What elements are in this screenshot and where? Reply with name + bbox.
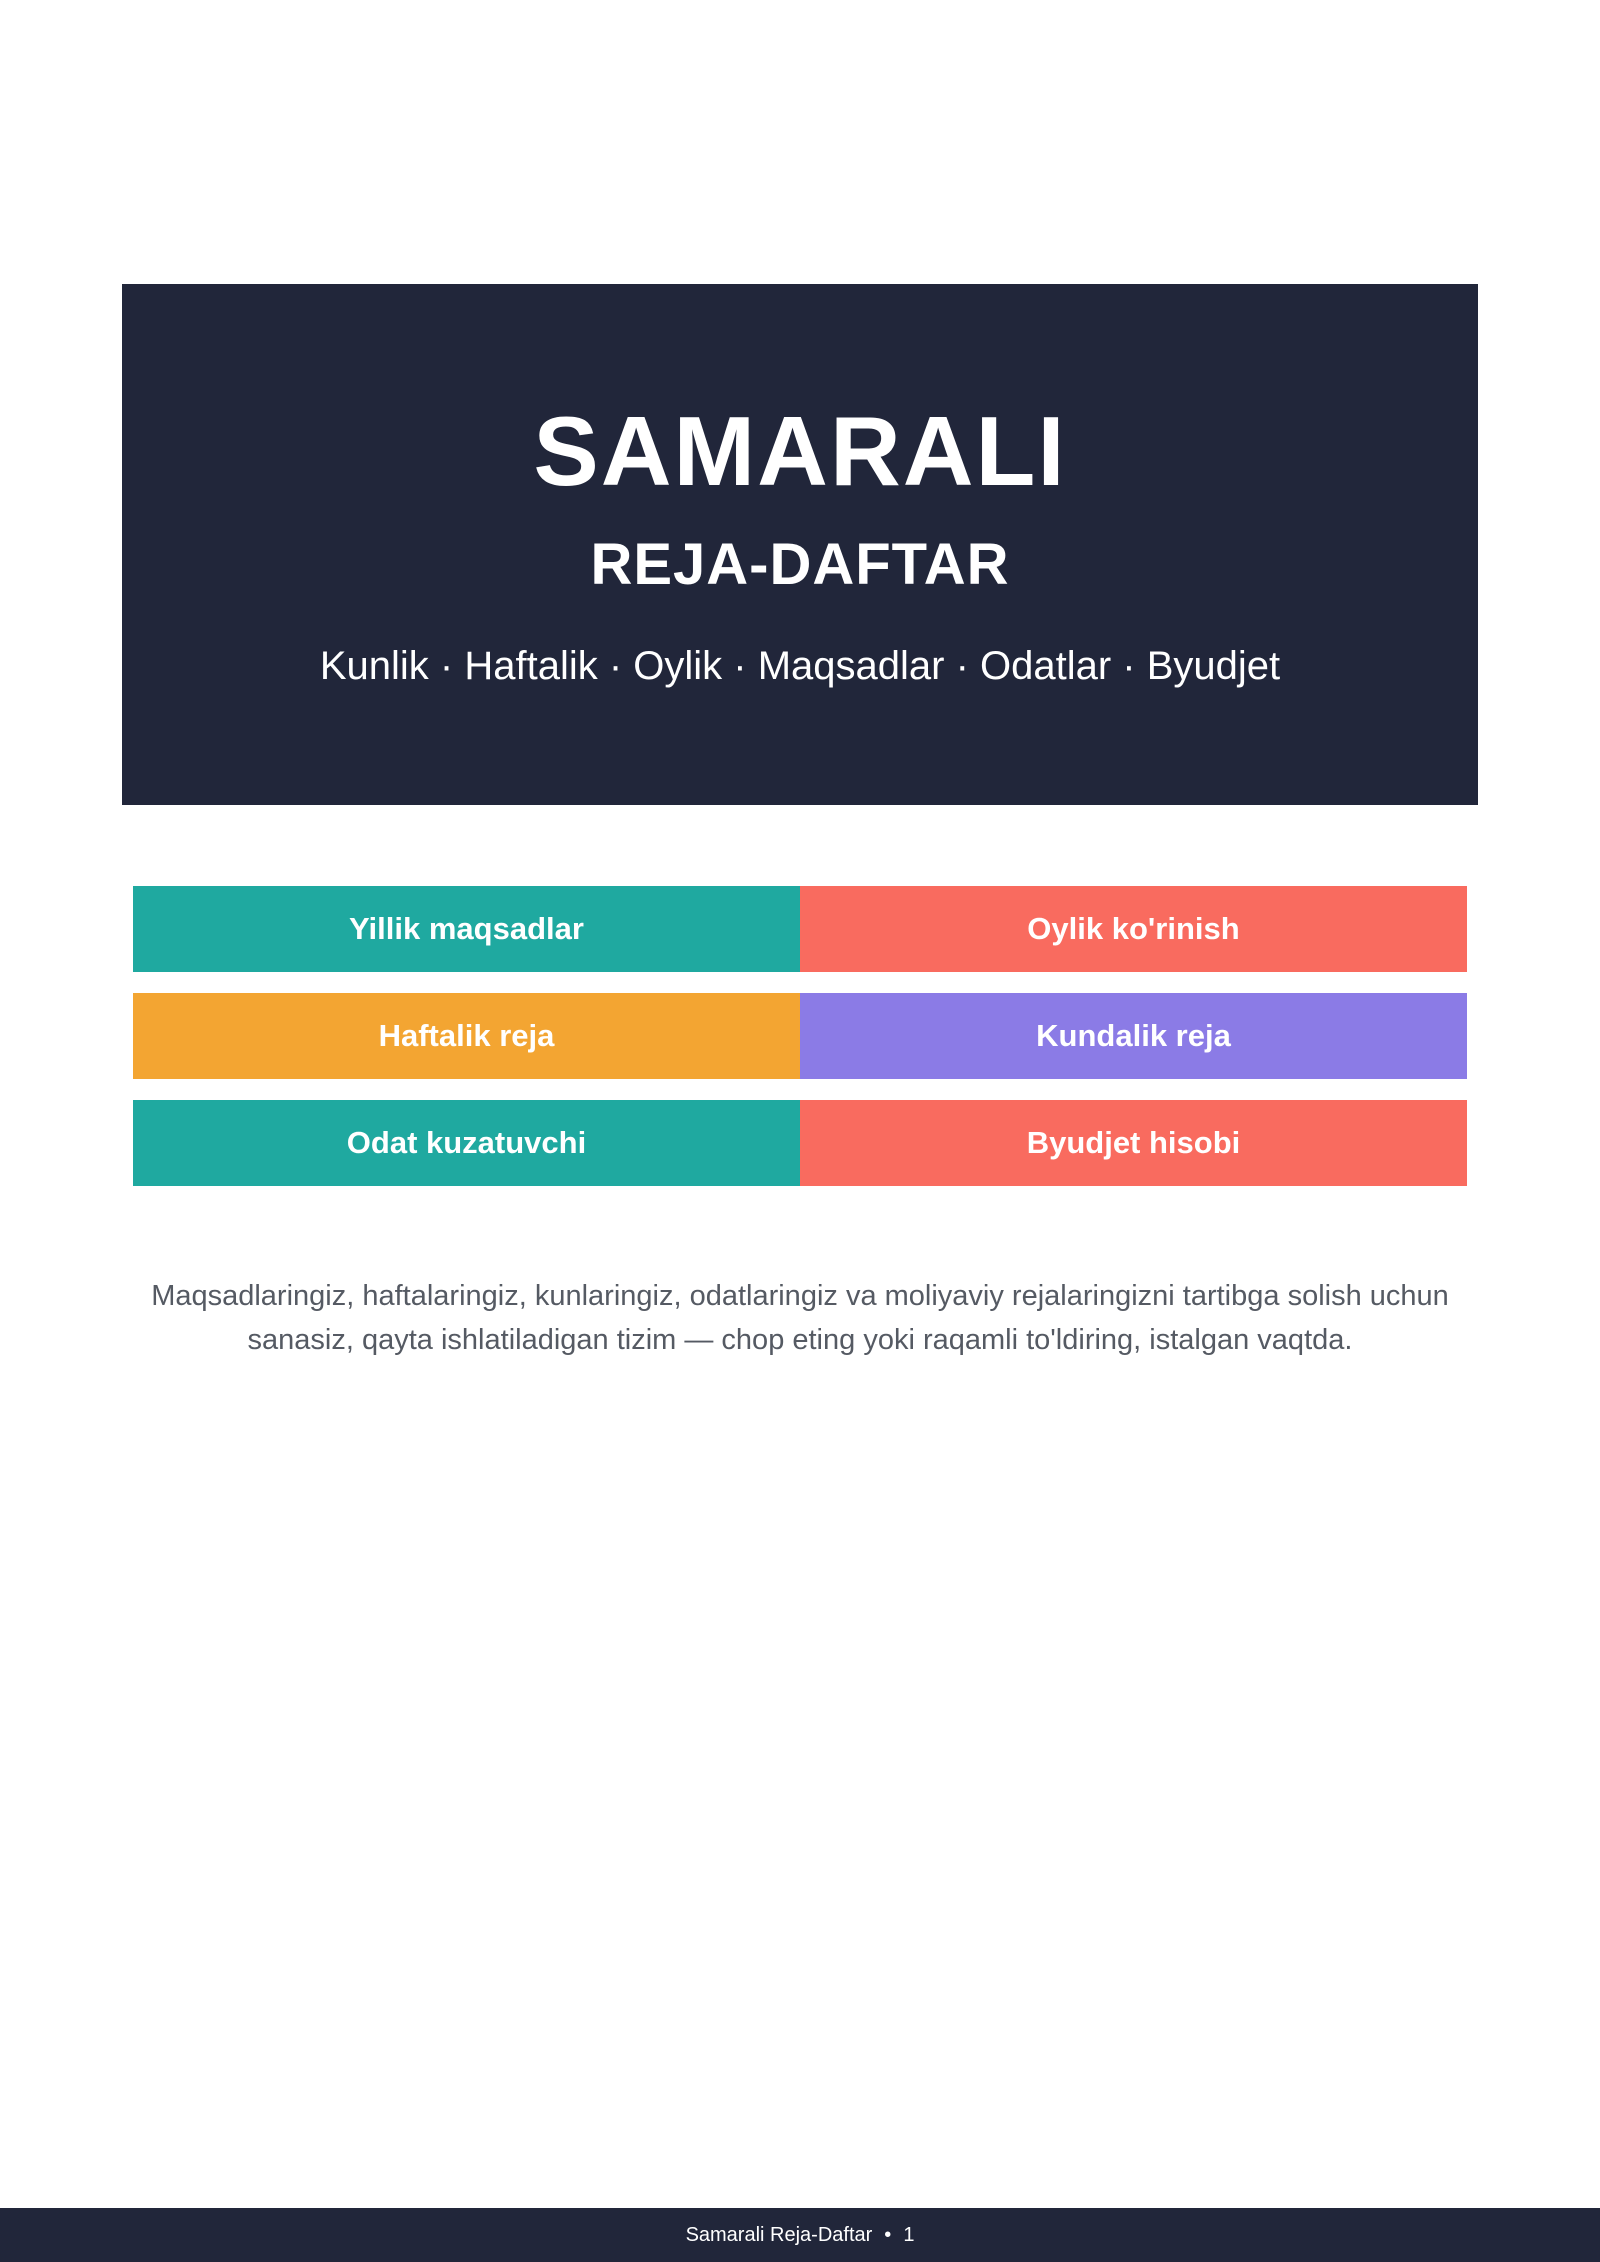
description-text: Maqsadlaringiz, haftalaringiz, kunlaringiz, odatlaringiz va moliyaviy rejalaringizni tartibga solish uchun sanasiz, qayta ishlatiladigan tizim — chop eting yoki raqamli to'ldiring, istalgan vaqtda. [151,1280,1449,1356]
tile-row [133,1100,1467,1186]
hero-tagline: Kunlik · Haftalik · Oylik · Maqsadlar · Odatlar · Byudjet [319,644,1281,688]
hero-title: SAMARALI [533,396,1067,506]
page-footer [0,2208,1600,2262]
hero-subtitle: REJA-DAFTAR [590,532,1010,597]
footer-title: Samarali Reja-Daftar [685,2223,873,2246]
tile-row [133,886,1467,972]
hero-banner [122,284,1478,805]
page-number: 1 [903,2223,915,2246]
tile-weekly-plan: Haftalik reja [133,993,800,1079]
section-tiles [133,886,1467,1207]
tile-budget-tracker: Byudjet hisobi [800,1100,1467,1186]
tile-daily-plan: Kundalik reja [800,993,1467,1079]
tile-habit-tracker: Odat kuzatuvchi [133,1100,800,1186]
tile-monthly-view: Oylik ko'rinish [800,886,1467,972]
tile-row [133,993,1467,1079]
footer-separator: • [884,2223,892,2246]
tile-yearly-goals: Yillik maqsadlar [133,886,800,972]
